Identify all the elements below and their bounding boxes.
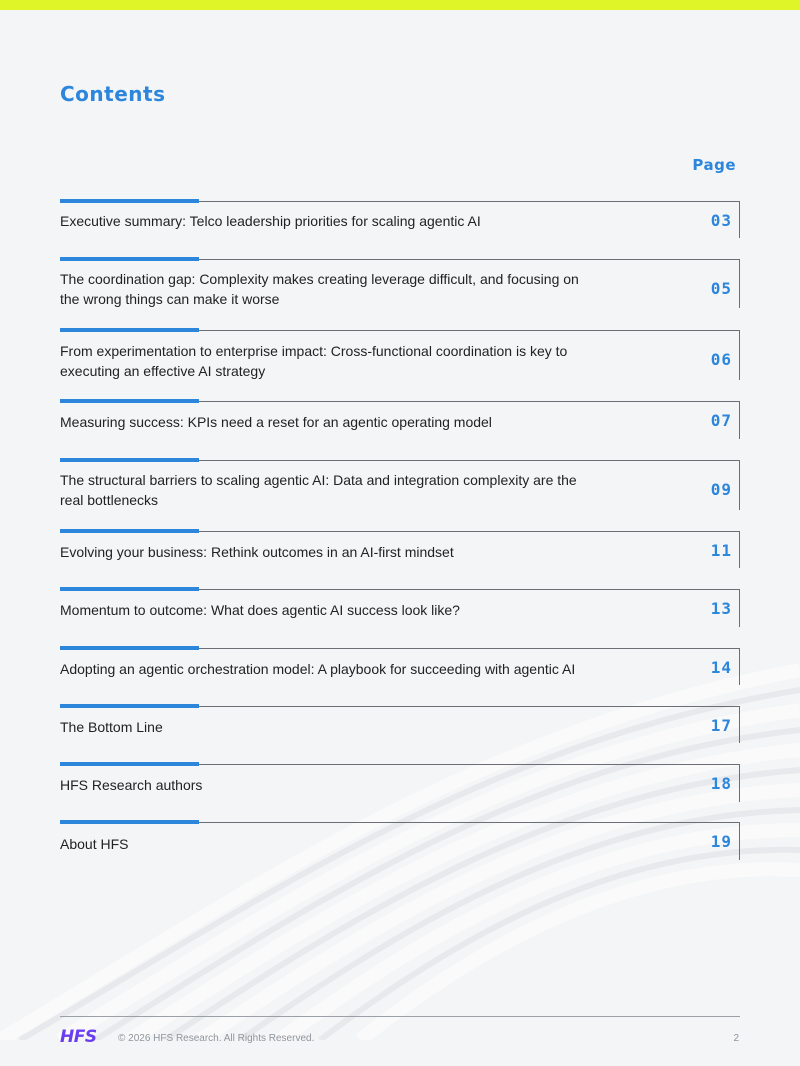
- toc-entry-page: 03: [710, 211, 732, 230]
- toc-entry-title: About HFS: [60, 836, 129, 852]
- hfs-logo: HFS: [60, 1027, 97, 1047]
- toc-entry-page: 19: [710, 832, 732, 851]
- entry-accent-line: [60, 587, 199, 591]
- page-number: 2: [733, 1033, 739, 1044]
- toc-entry-title: Adopting an agentic orchestration model: A playbook for succeeding with agentic AI: [60, 661, 576, 677]
- entry-accent-line: [60, 646, 199, 650]
- toc-entry[interactable]: [60, 330, 740, 380]
- entry-accent-line: [60, 257, 199, 261]
- copyright-text: © 2026 HFS Research. All Rights Reserved.: [118, 1033, 315, 1044]
- toc-entry[interactable]: [60, 706, 740, 743]
- toc-entry[interactable]: [60, 822, 740, 860]
- toc-entry-page: 07: [710, 411, 732, 430]
- page-column-header: Page: [692, 156, 736, 174]
- toc-entry-title: The coordination gap: Complexity makes creating leverage difficult, and focusing on the wrong things can make it worse: [60, 271, 579, 307]
- toc-entry[interactable]: [60, 648, 740, 685]
- toc-entry[interactable]: [60, 764, 740, 802]
- top-accent-bar: [0, 0, 800, 10]
- toc-entry-page: 13: [710, 599, 732, 618]
- toc-entry-page: 14: [710, 658, 732, 677]
- toc-entry-page: 05: [710, 279, 732, 298]
- toc-entry-title: HFS Research authors: [60, 777, 203, 793]
- entry-accent-line: [60, 458, 199, 462]
- toc-entry-page: 11: [710, 541, 732, 560]
- toc-entry-title: Measuring success: KPIs need a reset for an agentic operating model: [60, 414, 492, 430]
- toc-entry-title: Momentum to outcome: What does agentic AI success look like?: [60, 602, 460, 618]
- toc-entry[interactable]: [60, 531, 740, 568]
- toc-entry-page: 06: [710, 350, 732, 369]
- entry-accent-line: [60, 328, 199, 332]
- entry-accent-line: [60, 704, 199, 708]
- toc-entry[interactable]: [60, 259, 740, 308]
- toc-entry-page: 18: [710, 774, 732, 793]
- toc-entry-title: The structural barriers to scaling agentic AI: Data and integration complexity are the real bottlenecks: [60, 472, 577, 508]
- toc-entry-title: From experimentation to enterprise impact: Cross-functional coordination is key to executing an effective AI strategy: [60, 343, 568, 379]
- toc-entry-page: 17: [710, 716, 732, 735]
- contents-title: Contents: [60, 82, 166, 106]
- toc-entry-title: Evolving your business: Rethink outcomes in an AI-first mindset: [60, 544, 454, 560]
- toc-entry[interactable]: [60, 460, 740, 510]
- entry-accent-line: [60, 529, 199, 533]
- toc-entry-page: 09: [710, 480, 732, 499]
- toc-entry[interactable]: [60, 589, 740, 627]
- toc-entry-title: Executive summary: Telco leadership priorities for scaling agentic AI: [60, 213, 481, 229]
- toc-entry[interactable]: [60, 401, 740, 439]
- entry-accent-line: [60, 199, 199, 203]
- footer-divider: [60, 1016, 740, 1017]
- entry-accent-line: [60, 762, 199, 766]
- toc-entry[interactable]: [60, 201, 740, 238]
- toc-entry-title: The Bottom Line: [60, 719, 163, 735]
- entry-accent-line: [60, 820, 199, 824]
- entry-accent-line: [60, 399, 199, 403]
